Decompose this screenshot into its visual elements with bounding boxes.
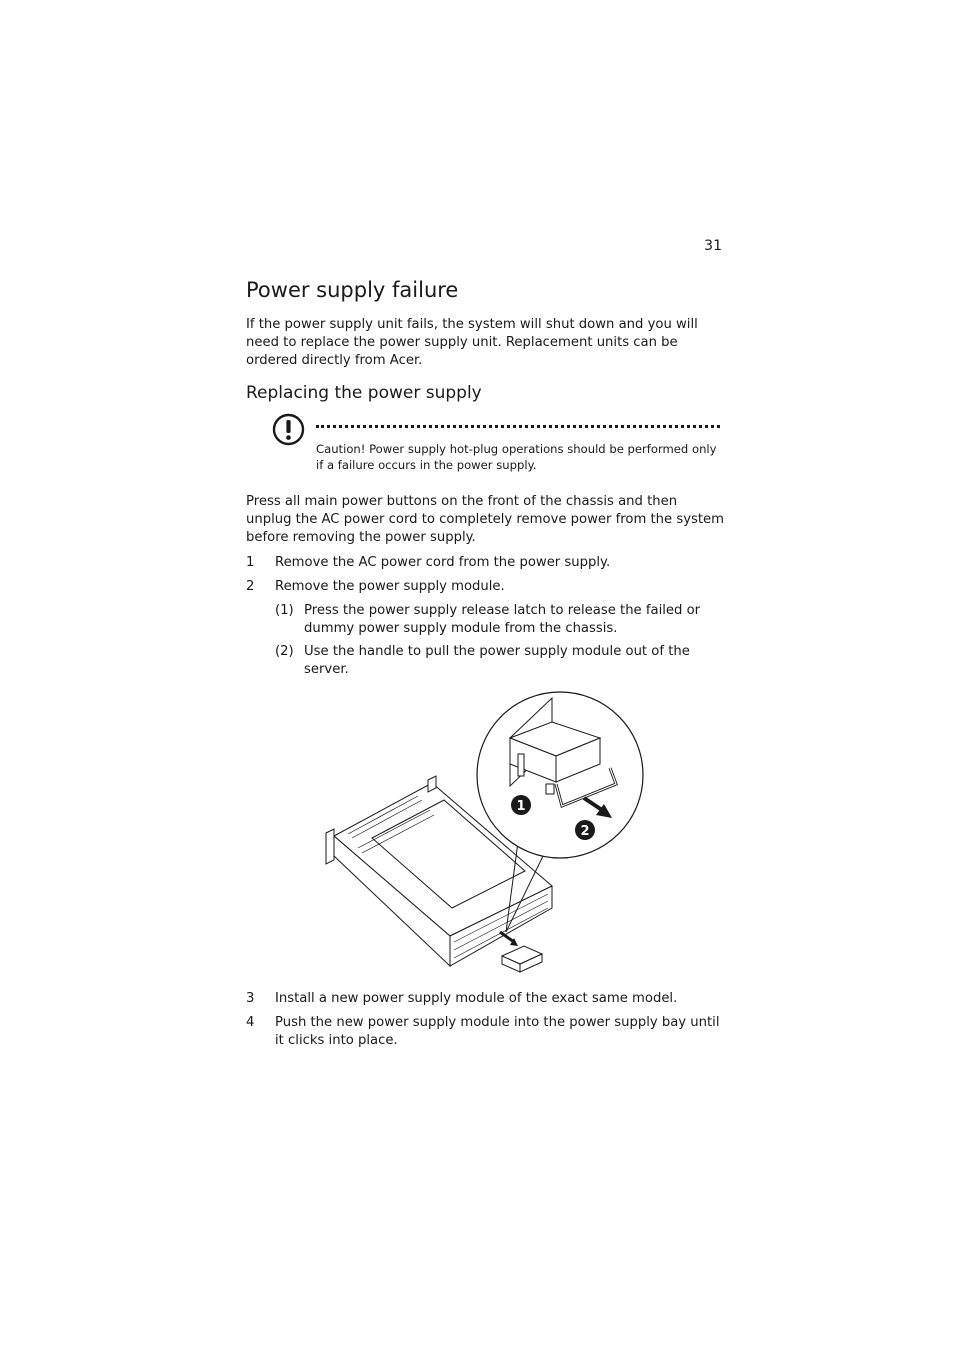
substep-number: (1) (275, 603, 294, 618)
section-title: Replacing the power supply (246, 383, 482, 403)
callout-label-1: 1 (516, 799, 526, 814)
callout-1 (511, 795, 531, 815)
callout-2 (575, 820, 595, 840)
step-number: 4 (246, 1015, 255, 1030)
step-text: Remove the power supply module. (275, 579, 505, 594)
substep-text: Use the handle to pull the power supply module out of the server. (304, 644, 690, 677)
body-paragraph: Press all main power buttons on the front of the chassis and then unplug the AC power cord to completely remove power from the system before removing the power supply. (246, 494, 725, 545)
step-text: Push the new power supply module into the power supply bay until it clicks into place. (275, 1015, 720, 1048)
page-title: Power supply failure (246, 278, 459, 302)
step-number: 1 (246, 555, 255, 570)
caution-note (316, 441, 720, 473)
caution-divider (316, 425, 720, 428)
page-number: 31 (704, 238, 722, 254)
substep-text: Press the power supply release latch to release the failed or dummy power supply module from the chassis. (304, 603, 701, 636)
intro-paragraph: If the power supply unit fails, the system will shut down and you will need to replace the power supply unit. Replacement units can be ordered directly from Acer. (246, 317, 698, 368)
rack-ear-left (326, 829, 334, 864)
caution-text: Power supply hot-plug operations should be performed only if a failure occurs in the power supply. (316, 442, 717, 472)
step-text: Remove the AC power cord from the power supply. (275, 555, 611, 570)
step-text: Install a new power supply module of the exact same model. (275, 991, 678, 1006)
step-number: 3 (246, 991, 255, 1006)
caution-label: Caution! (316, 442, 366, 456)
substep-number: (2) (275, 644, 294, 659)
callout-label-2: 2 (580, 824, 590, 839)
caution-icon (272, 413, 305, 446)
step-number: 2 (246, 579, 255, 594)
power-supply-removal-illustration (320, 688, 650, 980)
